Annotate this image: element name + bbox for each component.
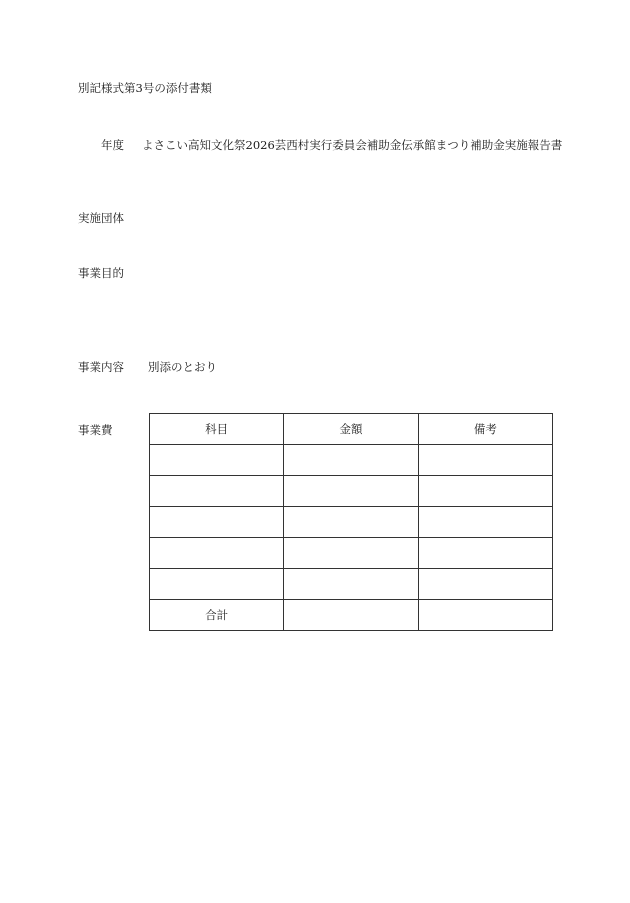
remarks-cell (418, 507, 552, 538)
purpose-label: 事業目的 (78, 266, 124, 280)
subject-cell (150, 507, 284, 538)
remarks-cell (418, 569, 552, 600)
total-remarks-cell (418, 600, 552, 631)
amount-cell (284, 476, 418, 507)
subject-cell (150, 445, 284, 476)
subject-cell (150, 569, 284, 600)
remarks-cell (418, 538, 552, 569)
content-value: 別添のとおり (148, 360, 217, 374)
total-label: 合計 (150, 600, 284, 631)
subject-cell (150, 538, 284, 569)
remarks-cell (418, 476, 552, 507)
budget-header-row (150, 414, 553, 445)
header-subject: 科目 (150, 414, 284, 445)
content-label: 事業内容 (78, 360, 124, 374)
form-label: 別記様式第3号の添付書類 (78, 81, 212, 95)
table-row (150, 445, 553, 476)
cost-label: 事業費 (78, 423, 113, 437)
total-amount-cell (284, 600, 418, 631)
header-amount: 金額 (284, 414, 418, 445)
organization-label: 実施団体 (78, 211, 124, 225)
header-remarks: 備考 (418, 414, 552, 445)
table-row (150, 476, 553, 507)
amount-cell (284, 569, 418, 600)
amount-cell (284, 445, 418, 476)
total-row (150, 600, 553, 631)
table-row (150, 538, 553, 569)
budget-table (149, 413, 553, 631)
table-row (150, 569, 553, 600)
amount-cell (284, 538, 418, 569)
table-row (150, 507, 553, 538)
amount-cell (284, 507, 418, 538)
subject-cell (150, 476, 284, 507)
year-label: 年度 (101, 138, 124, 152)
report-title-text: よさこい高知文化祭2026芸西村実行委員会補助金伝承館まつり補助金実施報告書 (142, 138, 563, 152)
report-title (101, 138, 562, 152)
remarks-cell (418, 445, 552, 476)
